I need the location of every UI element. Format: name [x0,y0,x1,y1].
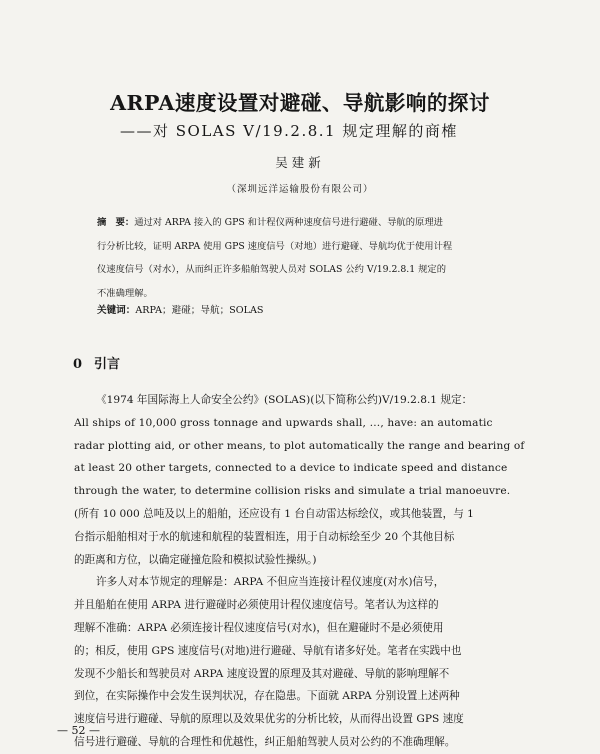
abstract-text: 通过对 ARPA 接入的 GPS 和计程仪两种速度信号进行避碰、导航的原理进 [134,217,443,228]
paragraph-line: at least 20 other targets, connected to a device to indicate speed and distance [74,462,508,475]
abstract-label: 摘 要： [97,217,135,228]
keywords-block [97,302,517,316]
paragraph-line: 《1974 年国际海上人命安全公约》(SOLAS)(以下简称公约)V/19.2.8.1 规定： [96,394,473,406]
paragraph-line: All ships of 10,000 gross tonnage and upwards shall, …, have: an automatic [74,416,493,429]
paragraph-line: 台指示船舶相对于水的航速和航程的装置相连，用于自动标绘至少 20 个其他目标 [74,530,455,543]
abstract-block [97,211,497,305]
section-heading [73,353,120,372]
article-subtitle: ——对 SOLAS V/19.2.8.1 规定理解的商榷 [120,122,458,140]
keywords-label: 关键词： [97,305,136,316]
paragraph-line: radar plotting aid, or other means, to plot automatically the range and bearing of [74,439,525,452]
page-number: — 52 — [57,724,100,737]
paragraph-line: 的距离和方位，以确定碰撞危险和模拟试验性操纵。) [74,553,317,566]
author-affiliation: （深圳远洋运输股份有限公司） [226,184,374,195]
keywords-text: ARPA；避碰；导航；SOLAS [135,305,264,316]
abstract-line [97,211,497,235]
body-text [74,389,548,754]
section-number: 0 [73,357,83,372]
paragraph-line: 并且船舶在使用 ARPA 进行避碰时必须使用计程仪速度信号。笔者认为这样的 [74,599,439,612]
paragraph-line: (所有 10 000 总吨及以上的船舶，还应设有 1 台自动雷达标绘仪，或其他装置，与 1 [74,507,474,520]
paragraph-line: through the water, to determine collision risks and simulate a trial manoeuvre. [74,485,511,498]
section-title: 引言 [94,357,121,372]
paragraph-line: 信号进行避碰、导航的合理性和优越性，纠正船舶驾驶人员对公约的不准确理解。 [74,735,456,748]
abstract-line: 不准确理解。 [97,287,153,299]
paragraph-line: 理解不准确：ARPA 必须连接计程仪速度信号(对水)，但在避碰时不是必须使用 [74,621,444,634]
paragraph-line: 发现不少船长和驾驶员对 ARPA 速度设置的原理及其对避碰、导航的影响理解不 [74,667,450,680]
paragraph-line: 到位，在实际操作中会发生误判状况，存在隐患。下面就 ARPA 分别设置上述两种 [74,690,460,703]
article-title: ARPA速度设置对避碰、导航影响的探讨 [110,91,490,115]
abstract-line: 行分析比较，证明 ARPA 使用 GPS 速度信号（对地）进行避碰、导航均优于使用计程 [97,240,453,252]
paragraph-line: 许多人对本节规定的理解是：ARPA 不但应当连接计程仪速度(对水)信号， [96,576,445,589]
abstract-line: 仪速度信号（对水），从而纠正许多船舶驾驶人员对 SOLAS 公约 V/19.2.8.1 规定的 [97,264,447,276]
paragraph-line: 的；相反，使用 GPS 速度信号(对地)进行避碰、导航有诸多好处。笔者在实践中也 [74,644,462,657]
author-name: 吴建新 [275,155,325,170]
paragraph-line: 速度信号进行避碰、导航的原理以及效果优劣的分析比较，从而得出设置 GPS 速度 [74,713,464,726]
